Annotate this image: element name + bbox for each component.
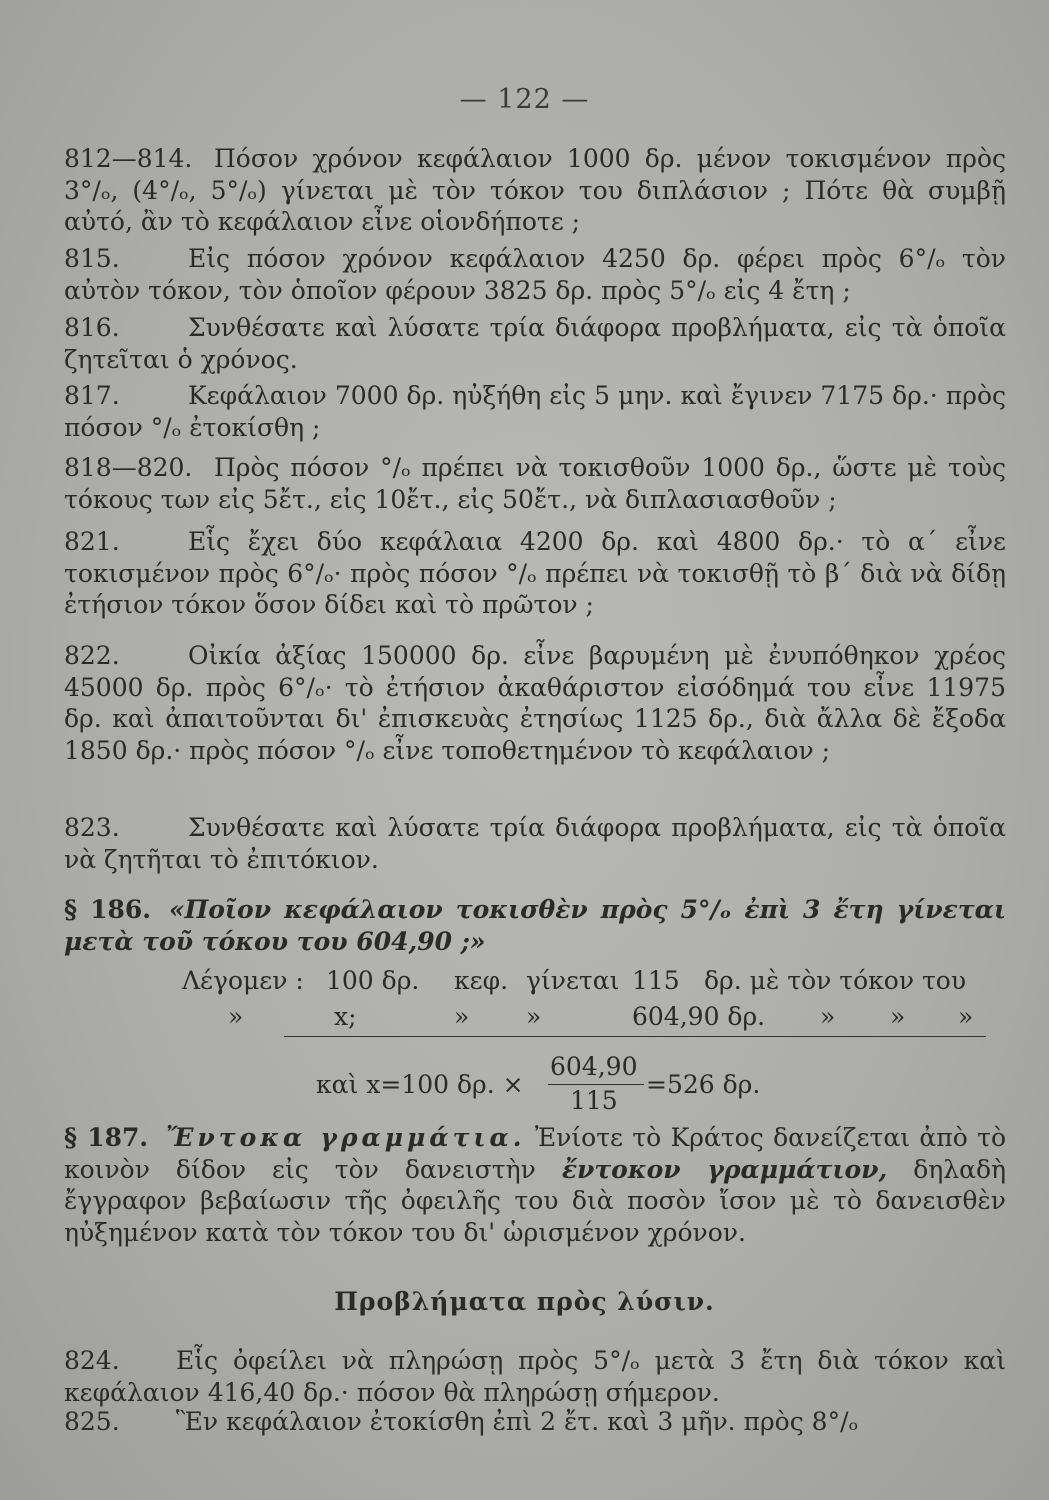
- problem-number: 816.: [64, 313, 120, 342]
- key-term: ἔντοκον γραμμάτιον,: [561, 1154, 888, 1184]
- problem-text: Εἷς ὀφείλει νὰ πληρώσῃ πρὸς 5°/ₒ μετὰ 3 ἔτη διὰ τόκον καὶ κεφάλαιον 416,40 δρ.· πόσον θὰ πληρώσῃ σήμερον.: [64, 1346, 1006, 1407]
- calc-row-2: » x; » » 604,90 δρ. » » »: [228, 1002, 974, 1031]
- problem-818-820: [64, 452, 1006, 515]
- problem-number: 817.: [64, 381, 120, 410]
- problem-text: Εἷς ἔχει δύο κεφάλαια 4200 δρ. καὶ 4800 δρ.· τὸ α´ εἶνε τοκισμένον πρὸς 6°/ₒ· πρὸς πόσον °/ₒ πρέπει νὰ τοκισθῇ τὸ β´ διὰ νὰ δίδῃ ἐτήσιον τόκον ὅσον δίδει καὶ τὸ πρῶτον ;: [64, 527, 1006, 619]
- problem-823: [64, 812, 1006, 875]
- calc-divider: [284, 1036, 986, 1037]
- problem-number: 812—814.: [64, 144, 193, 173]
- problems-heading: Προβλήματα πρὸς λύσιν.: [334, 1287, 715, 1316]
- problem-number: 818—820.: [64, 453, 193, 482]
- problem-text: Συνθέσατε καὶ λύσατε τρία διάφορα προβλήματα, εἰς τὰ ὁποῖα νὰ ζητῆται τὸ ἐπιτόκιον.: [64, 813, 1006, 874]
- problem-821: [64, 526, 1006, 621]
- problem-816: [64, 312, 1006, 375]
- problem-824: [64, 1345, 1006, 1408]
- problem-number: 824.: [64, 1346, 120, 1375]
- problem-number: 823.: [64, 813, 120, 842]
- problem-text: Συνθέσατε καὶ λύσατε τρία διάφορα προβλήματα, εἰς τὰ ὁποῖα ζητεῖται ὁ χρόνος.: [64, 313, 1006, 374]
- section-186: [64, 894, 1006, 957]
- problem-822: [64, 640, 1006, 766]
- problem-number: 825.: [64, 1407, 120, 1436]
- section-label: § 186.: [64, 895, 151, 924]
- calc-result: καὶ x=100 δρ. × 604,90 115 =526 δρ.: [316, 1052, 761, 1115]
- fraction-numerator: 604,90: [550, 1052, 638, 1081]
- problem-text: Εἰς πόσον χρόνον κεφάλαιον 4250 δρ. φέρει πρὸς 6°/ₒ τὸν αὐτὸν τόκον, τὸν ὁποῖον φέρουν 3825 δρ. πρὸς 5°/ₒ εἰς 4 ἔτη ;: [64, 244, 1006, 305]
- calc-row-1: Λέγομεν : 100 δρ. κεφ. γίνεται 115 δρ. μὲ τὸν τόκον του: [182, 966, 967, 995]
- problem-number: 821.: [64, 527, 120, 556]
- fraction-bar: [548, 1084, 644, 1085]
- problem-text: Πρὸς πόσον °/ₒ πρέπει νὰ τοκισθοῦν 1000 δρ., ὥστε μὲ τοὺς τόκους των εἰς 5ἔτ., εἰς 10ἔτ., εἰς 50ἔτ., νὰ διπλασιασθοῦν ;: [64, 453, 1006, 514]
- section-187: § 187. Ἔντοκα γραμμάτια. Ἐνίοτε τὸ Κράτος δανείζεται ἀπὸ τὸ κοινὸν δίδον εἰς τὸν δανειστὴν ἔντοκον γραμμάτιον, δηλαδὴ ἔγγραφον βεβαίωσιν τῆς ὀφειλῆς του διὰ ποσὸν ἴσον μὲ τὸ δανεισθὲν ηὐξημένον κατὰ τὸν τόκον του δι' ὡρισμένον χρόνον.: [64, 1123, 1006, 1247]
- problem-812-814: [64, 143, 1006, 238]
- problem-text: Οἰκία ἀξίας 150000 δρ. εἶνε βαρυμένη μὲ ἐνυπόθηκον χρέος 45000 δρ. πρὸς 6°/ₒ· τὸ ἐτήσιον ἀκαθάριστον εἰσόδημά του εἶνε 11975 δρ. καὶ ἀπαιτοῦνται δι' ἐπισκευὰς ἐτησίως 1125 δρ., διὰ ἄλλα δὲ ἔξοδα 1850 δρ.· πρὸς πόσον °/ₒ εἶνε τοποθετημένον τὸ κεφάλαιον ;: [64, 641, 1006, 765]
- section-label: § 187.: [64, 1123, 149, 1152]
- problem-text: Πόσον χρόνον κεφάλαιον 1000 δρ. μένον τοκισμένον πρὸς 3°/ₒ, (4°/ₒ, 5°/ₒ) γίνεται μὲ τὸν τόκον του διπλάσιον ; Πότε θὰ συμβῇ αὐτό, ἂν τὸ κεφάλαιον εἶνε οἱονδήποτε ;: [64, 144, 1006, 236]
- section-title: Ἔντοκα γραμμάτια.: [166, 1123, 526, 1152]
- problem-825: [64, 1406, 1006, 1438]
- problem-817: [64, 380, 1006, 443]
- problem-text: Ἓν κεφάλαιον ἐτοκίσθη ἐπὶ 2 ἔτ. καὶ 3 μῆν. πρὸς 8°/ₒ: [176, 1407, 859, 1436]
- problem-text: Κεφάλαιον 7000 δρ. ηὐξήθη εἰς 5 μην. καὶ ἔγινεν 7175 δρ.· πρὸς πόσον °/ₒ ἐτοκίσθη ;: [64, 381, 1006, 442]
- problem-number: 822.: [64, 641, 120, 670]
- fraction-denominator: 115: [570, 1086, 618, 1115]
- problem-815: [64, 243, 1006, 306]
- page-number: — 122 —: [459, 84, 590, 115]
- section-title: «Ποῖον κεφάλαιον τοκισθὲν πρὸς 5°/ₒ ἐπὶ 3 ἔτη γίνεται μετὰ τοῦ τόκου του 604,90 ;»: [64, 895, 1006, 956]
- problem-number: 815.: [64, 244, 120, 273]
